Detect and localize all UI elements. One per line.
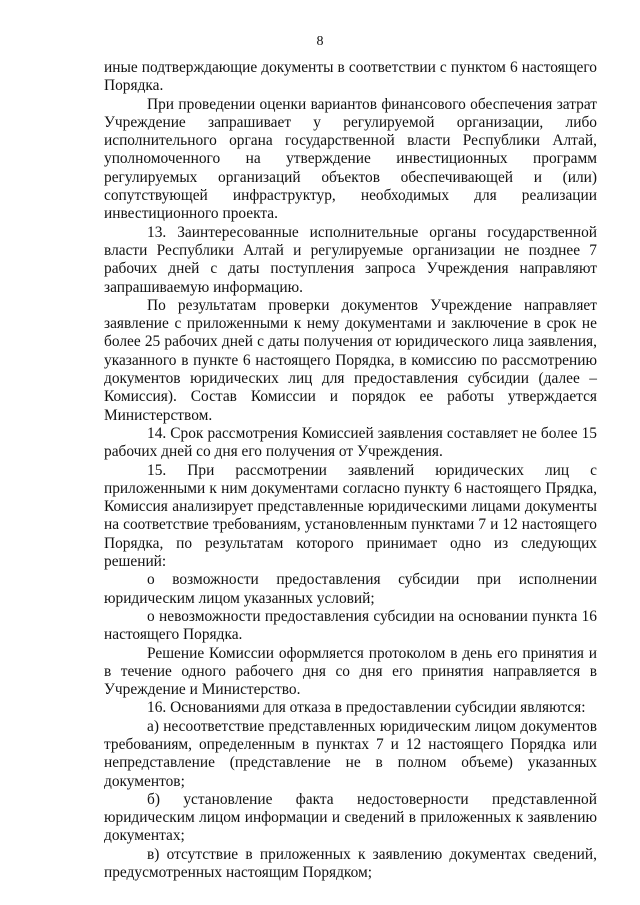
paragraph-item-13: 13. Заинтересованные исполнительные органы государственной власти Республики Алтай и регулируемые организации не позднее 7 рабочих дней с даты поступления запроса Учреждения направляют запрашиваемую информацию. [104,223,597,296]
paragraph-item-15: 15. При рассмотрении заявлений юридических лиц с приложенными к ним документами согласно пункту 6 настоящего Прядка, Комиссия анализирует представленные юридическими лицами документы на соответствие требованиям, установленным пунктами 7 и 12 настоящего Порядка, по результатам которого принимает одно из следующих решений: [104,461,597,571]
paragraph-evaluation-request: При проведении оценки вариантов финансового обеспечения затрат Учреждение запрашивает у регулируемой организации, либо исполнительного органа государственной власти Республики Алтай, уполномоченного на утверждение инвестиционных программ регулируемых организаций объектов обеспечивающей и (или) сопутствующей инфраструктур, необходимых для реализации инвестиционного проекта. [104,95,597,223]
paragraph-commission-decision: Решение Комиссии оформляется протоколом в день его принятия и в течение одного рабочего дня со дня его принятия направляется в Учреждение и Министерство. [104,644,597,699]
paragraph-item-16b: б) установление факта недостоверности представленной юридическим лицом информации и сведений в приложенных к заявлению документах; [104,790,597,845]
paragraph-item-16c: в) отсутствие в приложенных к заявлению документах сведений, предусмотренных настоящим Порядком; [104,845,597,882]
paragraph-document-review: По результатам проверки документов Учреждение направляет заявление с приложенными к нему документами и заключение в срок не более 25 рабочих дней с даты получения от юридического лица заявления, указанного в пункте 6 настоящего Порядка, в комиссию по рассмотрению документов юридических лиц для предоставления субсидии (далее – Комиссия). Состав Комиссии и порядок ее работы утверждается Министерством. [104,296,597,424]
paragraph-item-14: 14. Срок рассмотрения Комиссией заявления составляет не более 15 рабочих дней со дня его получения от Учреждения. [104,424,597,461]
paragraph-decision-impossible: о невозможности предоставления субсидии на основании пункта 16 настоящего Порядка. [104,607,597,644]
paragraph-item-16a: а) несоответствие представленных юридическим лицом документов требованиям, определенным в пунктах 7 и 12 настоящего Порядка или непредставление (представление не в полном объеме) указанных документов; [104,717,597,790]
document-body [104,59,597,882]
paragraph-continuation: иные подтверждающие документы в соответствии с пунктом 6 настоящего Порядка. [104,59,597,95]
paragraph-item-16: 16. Основаниями для отказа в предоставлении субсидии являются: [147,699,586,717]
paragraph-decision-possible: о возможности предоставления субсидии при исполнении юридическим лицом указанных условий; [104,571,597,607]
page-number: 8 [316,34,324,49]
